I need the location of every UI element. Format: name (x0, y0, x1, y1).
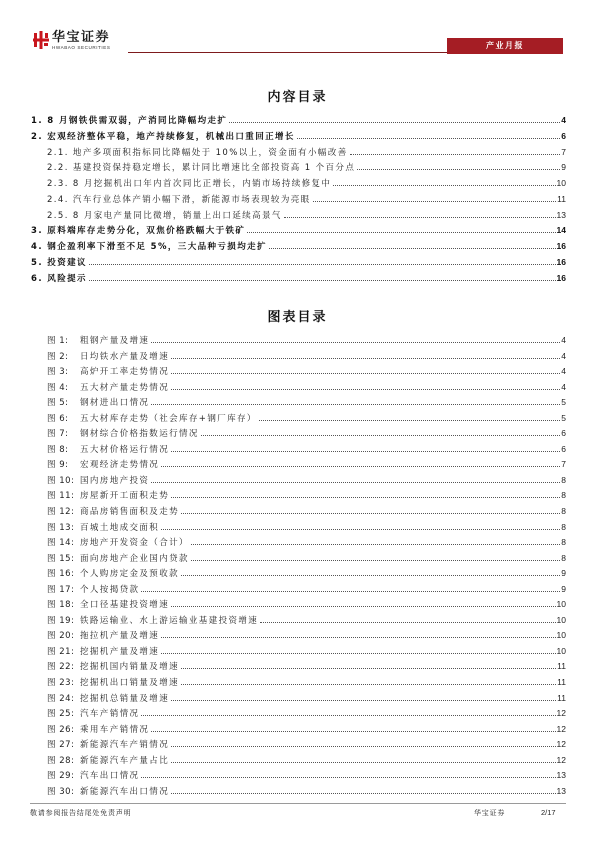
toc-subsection-page: 9 (561, 162, 566, 173)
brand-subtitle: HWABAO SECURITIES (52, 45, 111, 50)
figure-entry[interactable] (47, 597, 566, 613)
figure-entry-page: 13 (556, 770, 566, 781)
leader-dots (161, 466, 560, 467)
figure-entry-label: 百城土地成交面积 (80, 522, 160, 533)
figure-list (47, 333, 566, 799)
figure-number: 图 3: (47, 367, 69, 378)
figure-number: 图 29: (47, 771, 75, 782)
figure-entry[interactable] (47, 473, 566, 489)
figure-entry[interactable] (47, 675, 566, 691)
figure-entry-page: 12 (556, 723, 566, 734)
figure-entry-page: 9 (561, 568, 566, 579)
figure-entry[interactable] (47, 566, 566, 582)
figure-number: 图 9: (47, 460, 69, 471)
figure-entry-page: 4 (561, 381, 566, 392)
figure-entry-page: 4 (561, 335, 566, 345)
figure-entry[interactable] (47, 737, 566, 753)
toc-subsection[interactable] (31, 208, 566, 224)
page-number: 2/17 (541, 808, 556, 817)
figure-entry-label: 挖掘机出口销量及增速 (80, 678, 180, 689)
figure-entry[interactable] (47, 613, 566, 629)
figure-entry-label: 钢材综合价格指数运行情况 (80, 429, 199, 440)
figure-entry[interactable] (47, 722, 566, 738)
figure-entry-label: 乘用车产销情况 (80, 724, 150, 735)
leader-dots (171, 606, 555, 607)
leader-dots (151, 404, 560, 405)
leader-dots (181, 684, 556, 685)
figure-entry-page: 12 (556, 739, 566, 750)
figure-number: 图 27: (47, 740, 75, 751)
toc-section-page: 16 (556, 272, 566, 283)
figure-number: 图 15: (47, 553, 75, 564)
figure-entry[interactable] (47, 628, 566, 644)
figure-number: 图 13: (47, 522, 75, 533)
figure-entry[interactable] (47, 784, 566, 800)
toc-section-label: 3. 原料端库存走势分化，双焦价格跌幅大于铁矿 (31, 226, 246, 237)
leader-dots (284, 217, 556, 218)
figure-entry-page: 8 (561, 490, 566, 501)
leader-dots (350, 154, 561, 155)
figure-number: 图 23: (47, 678, 75, 689)
report-type-badge: 产业月报 (447, 38, 563, 54)
figure-entry-label: 挖掘机产量及增速 (80, 646, 160, 657)
figure-entry-page: 8 (561, 552, 566, 563)
leader-dots (141, 715, 555, 716)
figure-entry-page: 11 (557, 661, 566, 672)
figure-list-title: 图表目录 (267, 310, 328, 325)
leader-dots (269, 248, 556, 249)
figure-entry[interactable] (47, 551, 566, 567)
toc-section[interactable] (31, 113, 566, 129)
figure-entry-label: 粗钢产量及增速 (80, 336, 150, 346)
figure-number: 图 25: (47, 709, 75, 720)
toc-subsection[interactable] (31, 192, 566, 208)
toc-section[interactable] (31, 239, 566, 255)
figure-number: 图 12: (47, 507, 75, 518)
toc-subsection[interactable] (31, 176, 566, 192)
leader-dots (247, 232, 555, 233)
figure-entry-page: 10 (556, 614, 566, 625)
leader-dots (171, 451, 560, 452)
figure-entry-label: 钢材进出口情况 (80, 398, 150, 409)
footer-divider (30, 803, 566, 804)
figure-entry[interactable] (47, 411, 566, 427)
figure-entry-label: 挖掘机总销量及增速 (80, 693, 170, 704)
brand-name: 华宝证券 (52, 30, 111, 45)
figure-entry[interactable] (47, 488, 566, 504)
figure-entry[interactable] (47, 706, 566, 722)
toc-list (31, 113, 566, 286)
toc-section[interactable] (31, 223, 566, 239)
figure-entry-page: 6 (561, 428, 566, 439)
figure-number: 图 2: (47, 351, 69, 362)
figure-entry-page: 8 (561, 537, 566, 548)
toc-subsection-page: 13 (556, 209, 566, 220)
figure-entry[interactable] (47, 333, 566, 349)
leader-dots (171, 700, 556, 701)
figure-entry[interactable] (47, 442, 566, 458)
figure-number: 图 22: (47, 662, 75, 673)
figure-entry[interactable] (47, 644, 566, 660)
footer-company: 华宝证券 (474, 809, 506, 817)
figure-number: 图 4: (47, 382, 69, 393)
figure-number: 图 17: (47, 584, 75, 595)
brand-logo (33, 30, 127, 52)
figure-entry-page: 8 (561, 506, 566, 517)
toc-section-label: 5. 投资建议 (31, 257, 87, 268)
figure-entry-label: 汽车出口情况 (80, 771, 140, 782)
toc-section-page: 14 (556, 225, 566, 236)
figure-number: 图 8: (47, 444, 69, 455)
leader-dots (141, 591, 560, 592)
figure-entry-label: 新能源汽车出口情况 (80, 786, 170, 797)
leader-dots (171, 358, 560, 359)
figure-entry-page: 6 (561, 443, 566, 454)
leader-dots (89, 280, 556, 281)
figure-number: 图 24: (47, 693, 75, 704)
leader-dots (181, 668, 556, 669)
figure-entry-label: 房屋新开工面积走势 (80, 491, 170, 502)
figure-entry-label: 五大材库存走势（社会库存+钢厂库存） (80, 413, 257, 424)
toc-section-page: 16 (556, 256, 566, 267)
leader-dots (171, 373, 560, 374)
toc-section-label: 1. 8 月钢铁供需双弱，产消同比降幅均走扩 (31, 116, 228, 126)
leader-dots (171, 389, 560, 390)
figure-entry-page: 8 (561, 474, 566, 485)
toc-section-label: 2. 宏观经济整体平稳，地产持续修复，机械出口重回正增长 (31, 131, 295, 142)
leader-dots (171, 746, 555, 747)
leader-dots (333, 185, 555, 186)
figure-number: 图 28: (47, 755, 75, 766)
leader-dots (161, 653, 555, 654)
toc-subsection[interactable] (31, 145, 566, 161)
figure-entry-page: 5 (561, 412, 566, 423)
leader-dots (297, 138, 560, 139)
figure-entry-page: 4 (561, 366, 566, 377)
toc-section-label: 4. 钢企盈利率下滑至不足 5%，三大品种亏损均走扩 (31, 242, 267, 252)
figure-number: 图 5: (47, 398, 69, 409)
figure-entry-label: 铁路运输业、水上游运输业基建投资增速 (80, 615, 259, 626)
figure-entry[interactable] (47, 520, 566, 536)
figure-entry[interactable] (47, 426, 566, 442)
figure-entry-label: 国内房地产投资 (80, 475, 150, 486)
figure-entry[interactable] (47, 535, 566, 551)
leader-dots (151, 342, 560, 343)
figure-entry-page: 8 (561, 521, 566, 532)
figure-entry-label: 房地产开发资金（合计） (80, 538, 189, 549)
figure-entry-label: 面向房地产企业国内贷款 (80, 553, 189, 564)
figure-number: 图 11: (47, 491, 75, 502)
figure-entry[interactable] (47, 395, 566, 411)
toc-subsection-label: 2.2. 基建投资保持稳定增长，累计同比增速比全部投资高 1 个百分点 (47, 163, 356, 174)
figure-number: 图 16: (47, 569, 75, 580)
hwabao-logo-icon (33, 31, 49, 49)
figure-entry[interactable] (47, 659, 566, 675)
toc-section[interactable] (31, 129, 566, 145)
figure-entry[interactable] (47, 768, 566, 784)
figure-entry-label: 日均铁水产量及增速 (80, 351, 170, 362)
leader-dots (181, 513, 560, 514)
figure-entry-page: 7 (561, 459, 566, 470)
figure-entry-label: 新能源汽车产销情况 (80, 740, 170, 751)
leader-dots (141, 777, 555, 778)
figure-entry-page: 10 (556, 630, 566, 641)
figure-number: 图 26: (47, 724, 75, 735)
leader-dots (229, 122, 560, 123)
toc-section-page: 16 (556, 241, 566, 251)
leader-dots (181, 575, 560, 576)
leader-dots (171, 497, 560, 498)
leader-dots (191, 560, 560, 561)
leader-dots (171, 762, 555, 763)
toc-subsection[interactable] (31, 160, 566, 176)
leader-dots (259, 420, 560, 421)
leader-dots (161, 529, 560, 530)
leader-dots (89, 264, 556, 265)
leader-dots (151, 731, 555, 732)
toc-section-label: 6. 风险提示 (31, 273, 87, 284)
figure-entry-label: 新能源汽车产量占比 (80, 755, 170, 766)
leader-dots (260, 622, 555, 623)
figure-entry-page: 13 (556, 785, 566, 796)
figure-entry[interactable] (47, 582, 566, 598)
figure-number: 图 20: (47, 631, 75, 642)
figure-entry-page: 5 (561, 397, 566, 408)
figure-entry-label: 挖掘机国内销量及增速 (80, 662, 180, 673)
figure-entry-label: 汽车产销情况 (80, 709, 140, 720)
figure-number: 图 18: (47, 600, 75, 611)
toc-section-page: 4 (561, 115, 566, 125)
leader-dots (191, 544, 560, 545)
figure-entry-label: 拖拉机产量及增速 (80, 631, 160, 642)
figure-entry[interactable] (47, 349, 566, 365)
figure-entry-page: 11 (557, 692, 566, 703)
figure-entry-label: 个人按揭贷款 (80, 584, 140, 595)
leader-dots (357, 169, 560, 170)
figure-number: 图 1: (47, 336, 69, 346)
toc-subsection-label: 2.5. 8 月家电产量同比微增，销量上出口延续高景气 (47, 210, 282, 221)
figure-number: 图 14: (47, 538, 75, 549)
figure-number: 图 10: (47, 475, 75, 486)
figure-entry-page: 4 (561, 350, 566, 361)
figure-number: 图 19: (47, 615, 75, 626)
toc-subsection-page: 10 (556, 178, 566, 188)
figure-entry-page: 10 (556, 599, 566, 610)
figure-entry-label: 个人购房定金及预收款 (80, 569, 180, 580)
figure-number: 图 21: (47, 646, 75, 657)
leader-dots (171, 793, 555, 794)
toc-section[interactable] (31, 255, 566, 271)
leader-dots (151, 482, 560, 483)
figure-entry-label: 五大材产量走势情况 (80, 382, 170, 393)
leader-dots (313, 201, 557, 202)
footer-disclaimer: 敬请参阅报告结尾处免责声明 (30, 809, 132, 817)
toc-title: 内容目录 (267, 90, 328, 105)
figure-entry[interactable] (47, 457, 566, 473)
figure-entry-page: 12 (556, 708, 566, 719)
figure-entry-page: 12 (556, 754, 566, 765)
figure-number: 图 7: (47, 429, 69, 440)
figure-entry-page: 10 (556, 645, 566, 656)
figure-entry[interactable] (47, 753, 566, 769)
figure-entry-page: 9 (561, 583, 566, 594)
leader-dots (161, 637, 555, 638)
figure-entry-label: 宏观经济走势情况 (80, 460, 160, 471)
toc-subsection-page: 7 (561, 146, 566, 157)
toc-section[interactable] (31, 271, 566, 287)
figure-entry-page: 11 (557, 677, 566, 688)
header-divider (128, 52, 447, 53)
figure-entry-label: 商品房销售面积及走势 (80, 507, 180, 518)
toc-subsection-label: 2.3. 8 月挖掘机出口年内首次同比正增长，内销市场持续修复中 (47, 179, 332, 189)
toc-subsection-label: 2.4. 汽车行业总体产销小幅下滑，新能源市场表现较为亮眼 (47, 194, 311, 205)
figure-entry[interactable] (47, 504, 566, 520)
toc-section-page: 6 (561, 130, 566, 141)
figure-number: 图 6: (47, 413, 69, 424)
leader-dots (201, 435, 560, 436)
figure-number: 图 30: (47, 786, 75, 797)
toc-subsection-page: 11 (557, 193, 566, 204)
figure-entry-label: 全口径基建投资增速 (80, 600, 170, 611)
figure-entry-label: 五大材价格运行情况 (80, 444, 170, 455)
figure-entry[interactable] (47, 380, 566, 396)
toc-subsection-label: 2.1. 地产多项面积指标同比降幅处于 10%以上，资金面有小幅改善 (47, 147, 348, 158)
figure-entry-label: 高炉开工率走势情况 (80, 367, 170, 378)
figure-entry[interactable] (47, 364, 566, 380)
figure-entry[interactable] (47, 691, 566, 707)
